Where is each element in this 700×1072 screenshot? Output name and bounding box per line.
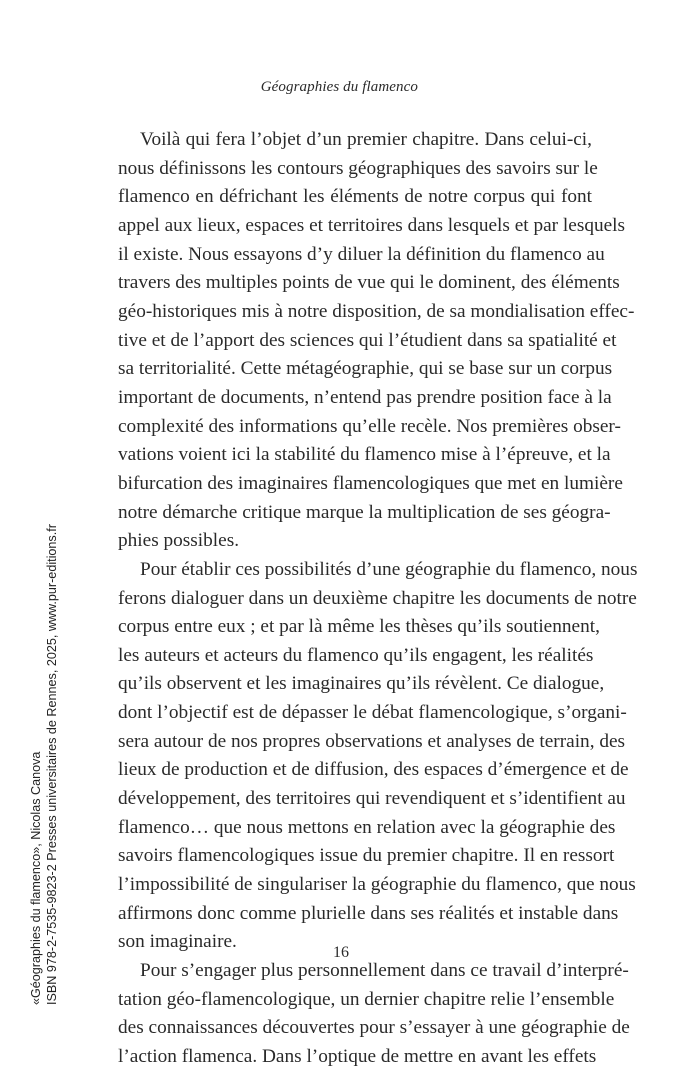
text-line: dont l’objectif est de dépasser le débat flamencologique, s’organi- bbox=[118, 702, 627, 724]
text-line: nous définissons les contours géographiques des savoirs sur le bbox=[118, 157, 598, 179]
text-line: géo-historiques mis à notre disposition, de sa mondialisation effec- bbox=[118, 300, 635, 322]
running-title: Géographies du flamenco bbox=[260, 79, 418, 95]
text-line: développement, des territoires qui revendiquent et s’identifient au bbox=[118, 788, 626, 810]
text-line: ferons dialoguer dans un deuxième chapitre les documents de notre bbox=[118, 587, 637, 609]
paragraph bbox=[118, 126, 635, 556]
text-line: Pour établir ces possibilités d’une géographie du flamenco, nous bbox=[140, 558, 638, 580]
text-line: l’impossibilité de singulariser la géographie du flamenco, que nous bbox=[118, 874, 636, 896]
text-line: bifurcation des imaginaires flamencologiques que met en lumière bbox=[118, 472, 623, 494]
text-line: tive et de l’apport des sciences qui l’étudient dans sa spatialité et bbox=[118, 329, 617, 351]
text-line: lieux de production et de diffusion, des espaces d’émergence et de bbox=[118, 759, 629, 781]
text-line: savoirs flamencologiques issue du premier chapitre. Il en ressort bbox=[118, 845, 615, 867]
credit-line-isbn-publisher: ISBN 978-2-7535-9823-2 Presses universitaires de Rennes, 2025, www.pur-editions.fr bbox=[45, 524, 59, 1005]
text-line: tation géo-flamencologique, un dernier chapitre relie l’ensemble bbox=[118, 988, 615, 1010]
text-line: il existe. Nous essayons d’y diluer la définition du flamenco au bbox=[118, 243, 605, 265]
text-line: phies possibles. bbox=[118, 530, 240, 552]
body-text bbox=[118, 126, 638, 1072]
text-line: travers des multiples points de vue qui le dominent, des éléments bbox=[118, 272, 620, 294]
credit-line-title-author: «Géographies du flamenco», Nicolas Canova bbox=[29, 751, 43, 1005]
text-line: notre démarche critique marque la multiplication de ses géogra- bbox=[118, 501, 611, 523]
text-line: affirmons donc comme plurielle dans ses réalités et instable dans bbox=[118, 902, 619, 924]
page-number: 16 bbox=[333, 944, 349, 961]
text-line: qu’ils observent et les imaginaires qu’ils révèlent. Ce dialogue, bbox=[118, 673, 605, 695]
text-line: sera autour de nos propres observations et analyses de terrain, des bbox=[118, 730, 626, 752]
text-line: vations voient ici la stabilité du flamenco mise à l’épreuve, et la bbox=[118, 444, 611, 466]
side-credit bbox=[28, 524, 60, 1005]
text-line: l’action flamenca. Dans l’optique de mettre en avant les effets bbox=[118, 1046, 597, 1067]
text-line: sa territorialité. Cette métagéographie, qui se base sur un corpus bbox=[118, 358, 613, 380]
text-line: appel aux lieux, espaces et territoires dans lesquels et par lesquels bbox=[118, 214, 626, 236]
text-line: flamenco en défrichant les éléments de notre corpus qui font bbox=[118, 186, 592, 208]
paragraph bbox=[118, 957, 630, 1072]
text-line: complexité des informations qu’elle recèle. Nos premières obser- bbox=[118, 415, 621, 437]
text-line: Voilà qui fera l’objet d’un premier chapitre. Dans celui-ci, bbox=[140, 129, 592, 150]
text-line: corpus entre eux ; et par là même les thèses qu’ils soutiennent, bbox=[118, 616, 600, 638]
text-line: flamenco… que nous mettons en relation avec la géographie des bbox=[118, 816, 616, 838]
text-line: important de documents, n’entend pas prendre position face à la bbox=[118, 386, 612, 408]
text-line: Pour s’engager plus personnellement dans ce travail d’interpré- bbox=[140, 960, 629, 982]
paragraph bbox=[118, 556, 638, 957]
text-line: les auteurs et acteurs du flamenco qu’ils engagent, les réalités bbox=[118, 644, 594, 666]
text-line: des connaissances découvertes pour s’essayer à une géographie de bbox=[118, 1017, 630, 1039]
text-line: son imaginaire. bbox=[118, 931, 237, 953]
